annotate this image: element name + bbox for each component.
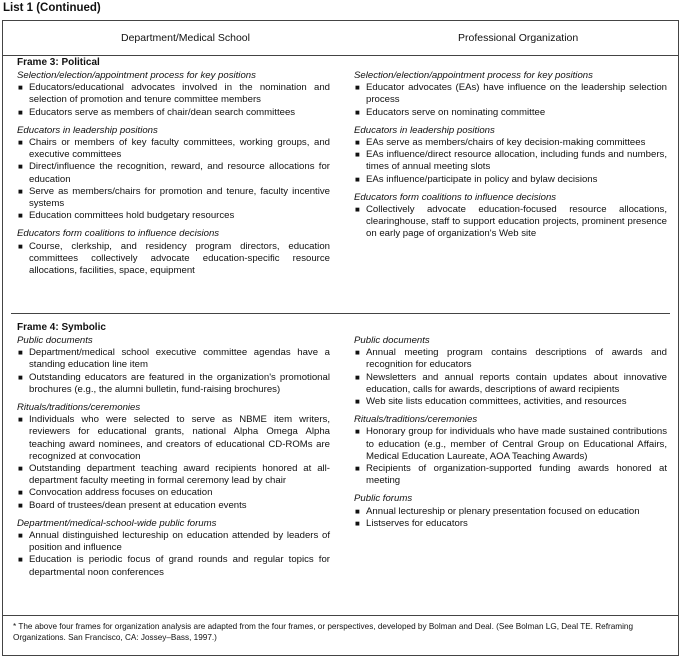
frame4-right-bullet-list [354, 506, 667, 530]
bullet-item: ■ Recipients of organization-supported funding awards honored at meeting [354, 463, 667, 487]
bullet-item: ■ Web site lists education committees, activities, and resources [354, 396, 667, 408]
frame4-right-section-heading: Rituals/traditions/ceremonies [354, 414, 478, 426]
list-title: List 1 (Continued) [3, 2, 101, 14]
bullet-item: ■ Newsletters and annual reports contain updates about innovative education, calls for awards, descriptions of award recipients [354, 372, 667, 396]
frame3-right-section-heading: Educators in leadership positions [354, 124, 495, 136]
frame3-right-bullet-list [354, 137, 667, 186]
frame4-left-section-heading: Rituals/traditions/ceremonies [17, 402, 141, 414]
bullet-item: ■ Collectively advocate education-focused resource allocations, clearinghouse, staff to support education projects, prominent presence on early page of organization's Web site [354, 204, 667, 241]
frame3-left-section-heading: Educators form coalitions to influence decisions [17, 228, 220, 240]
frame4-left-bullet-list [17, 530, 330, 579]
bullet-item: ■ EAs serve as members/chairs of key decision-making committees [354, 137, 667, 149]
bullet-item: ■ EAs influence/participate in policy and bylaw decisions [354, 174, 667, 186]
bullet-item: ■ Educators/educational advocates involved in the nomination and selection of promotion and tenure committee members [17, 82, 330, 106]
column-header-department: Department/Medical School [121, 32, 250, 44]
bullet-item: ■ Board of trustees/dean present at education events [17, 500, 330, 512]
frame3-right-bullet-list [354, 204, 667, 241]
frame3-left-column [17, 70, 330, 277]
frame3-left-section-heading: Educators in leadership positions [17, 124, 158, 136]
frame3-left-bullet-list [17, 82, 330, 119]
frame4-left-section-heading: Department/medical-school-wide public forums [17, 517, 217, 529]
bullet-item: ■ Direct/influence the recognition, reward, and resource allocations for education [17, 161, 330, 185]
frame3-left-bullet-list [17, 241, 330, 278]
bullet-item: ■ Education committees hold budgetary resources [17, 210, 330, 222]
column-header-row [3, 21, 678, 56]
bullet-item: ■ Serve as members/chairs for promotion and tenure, faculty incentive systems [17, 186, 330, 210]
bullet-item: ■ Convocation address focuses on education [17, 487, 330, 499]
bullet-item: ■ Annual lectureship or plenary presentation focused on education [354, 506, 667, 518]
bullet-item: ■ Education is periodic focus of grand rounds and regular topics for departmental noon conferences [17, 554, 330, 578]
bullet-item: ■ Educators serve on nominating committee [354, 107, 667, 119]
footnote: * The above four frames for organization analysis are adapted from the four frames, or perspectives, developed by Bolman and Deal. (See Bolman LG, Deal TE. Reframing Organizations. San Francisco, CA: Jossey–Bass, 1997.) [13, 622, 633, 642]
bullet-item: ■ Educators serve as members of chair/dean search committees [17, 107, 330, 119]
bullet-item: ■ Honorary group for individuals who have made sustained contributions to education (e.g., member of Central Group on Educational Affairs, Medical Education Laureate, AOA Teaching Awards) [354, 426, 667, 463]
bullet-item: ■ Outstanding department teaching award recipients honored at all-department faculty meeting in formal ceremony lead by chair [17, 463, 330, 487]
bullet-item: ■ Educator advocates (EAs) have influence on the leadership selection process [354, 82, 667, 106]
frame-divider [11, 313, 670, 314]
frame4-right-bullet-list [354, 426, 667, 487]
frame4-right-column [354, 335, 667, 530]
frames-table [2, 20, 679, 656]
bullet-item: ■ Annual distinguished lectureship on education attended by leaders of position and influence [17, 530, 330, 554]
frame4-left-bullet-list [17, 347, 330, 396]
bullet-item: ■ Department/medical school executive committee agendas have a standing education line item [17, 347, 330, 371]
frame3-right-column [354, 70, 667, 241]
frame4-title: Frame 4: Symbolic [17, 322, 106, 333]
frame3-right-section-heading: Educators form coalitions to influence decisions [354, 191, 557, 203]
frame3-right-bullet-list [354, 82, 667, 119]
bullet-item: ■ Listserves for educators [354, 518, 667, 530]
frame4-right-section-heading: Public forums [354, 493, 413, 505]
bullet-item: ■ EAs influence/direct resource allocation, including funds and numbers, times of annual meeting slots [354, 149, 667, 173]
footnote-divider [3, 615, 678, 616]
bullet-item: ■ Annual meeting program contains descriptions of awards and recognition for educators [354, 347, 667, 371]
frame4-left-column [17, 335, 330, 579]
frame4-right-bullet-list [354, 347, 667, 408]
bullet-item: ■ Individuals who were selected to serve as NBME item writers, reviewers for educational grants, national Alpha Omega Alpha teaching award nominees, and creators of educational CD-ROMs are recognized at convocation [17, 414, 330, 463]
bullet-item: ■ Outstanding educators are featured in the organization's promotional brochures (e.g., the alumni bulletin, fund-raising brochures) [17, 372, 330, 396]
bullet-item: ■ Course, clerkship, and residency program directors, education committees collectively advocate education-specific resource allocations, facilities, space, equipment [17, 241, 330, 278]
frame3-left-bullet-list [17, 137, 330, 222]
bullet-item: ■ Chairs or members of key faculty committees, working groups, and executive committees [17, 137, 330, 161]
frame3-left-section-heading: Selection/election/appointment process for key positions [17, 70, 256, 81]
frame3-right-section-heading: Selection/election/appointment process for key positions [354, 70, 593, 81]
frame4-right-section-heading: Public documents [354, 335, 430, 346]
column-header-organization: Professional Organization [458, 32, 579, 44]
frame4-left-bullet-list [17, 414, 330, 512]
frame3-title: Frame 3: Political [17, 57, 100, 68]
frame4-left-section-heading: Public documents [17, 335, 93, 346]
